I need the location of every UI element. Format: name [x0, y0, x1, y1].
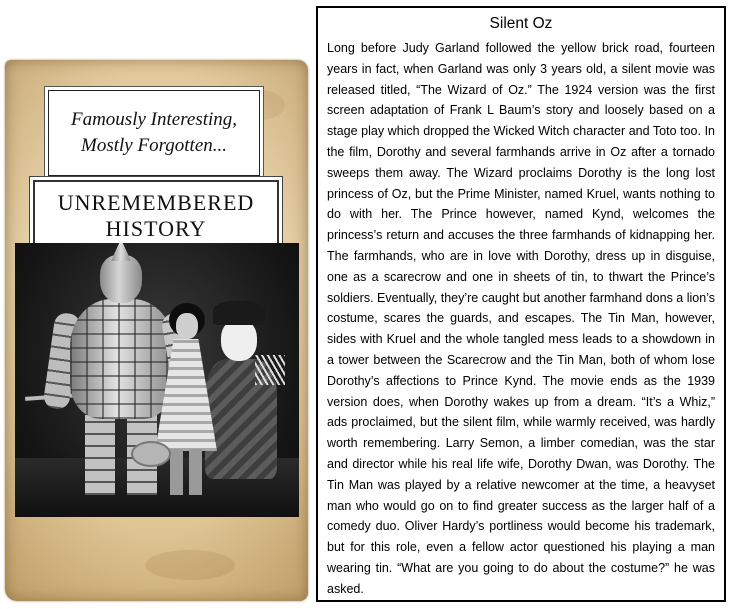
film-still-photo	[15, 243, 299, 517]
tagline-box	[48, 90, 260, 176]
dorothy-hat	[131, 441, 171, 467]
tagline-line: Famously Interesting,	[70, 109, 238, 130]
dorothy-face	[176, 313, 198, 339]
scarecrow-face	[221, 319, 257, 361]
tagline-line: Mostly Forgotten...	[81, 135, 227, 156]
article-box	[316, 6, 726, 602]
article-title: Silent Oz	[489, 15, 553, 32]
brand-title-line: UNREMEMBERED	[57, 190, 255, 215]
brand-title-line: HISTORY	[105, 216, 207, 241]
article-body: Long before Judy Garland followed the yellow brick road, fourteen years in fact, when Garland was only 3 years old, a silent movie was released titled, “The Wizard of Oz.” The 1924 version was the first screen adaptation of Frank L Baum’s story and loosely based on a stage play which dropped the Wicked Witch character and Toto too. In the film, Dorothy and several farmhands arrive in Oz after a tornado sweeps them away. The Wizard proclaims Dorothy is the long lost princess of Oz, but the Prime Minister, named Kruel, wants nothing to do with her. The Prince however, named Kynd, welcomes the princess’s return and accuses the three farmhands of kidnapping her. The farmhands, who are in love with Dorothy, dress up in disguise, one as a scarecrow and one in sheets of tin, to thwart the Prince’s soldiers. Eventually, they’re caught but another farmhand dons a lion’s costume, scares the guards, and escapes. The Tin Man, however, sides with Kruel and the whole tangled mess leads to a showdown in a tower between the Scarecrow and the Tin Man, both of whom lose Dorothy’s affections to Prince Kynd. The movie ends as the 1939 version does, when Dorothy wakes up from a dream. “It’s a Whiz,” ads proclaimed, but the silent film, while warmly received, was hardly worth remembering. Larry Semon, a limber comedian, was the star and director while his real life wife, Dorothy Dwan, was Dorothy. The Tin Man was played by a relative newcomer at the time, a heavyset man who would go on to find greater success as the larger half of a comedy duo. Oliver Hardy’s portliness would become his trademark, but for this role, even a fellow actor questioned his playing a man wearing tin. “What are you going to do about the costume?” he was asked.	[327, 41, 715, 596]
scarecrow-hat	[213, 301, 265, 325]
dorothy-legs	[170, 449, 202, 495]
tin-man-body	[70, 299, 174, 419]
tin-man-leg	[85, 415, 115, 495]
tin-man-head	[100, 255, 142, 303]
tin-man-funnel-hat	[111, 243, 131, 261]
scarecrow-straw	[255, 355, 285, 385]
paper-stain	[145, 550, 235, 580]
